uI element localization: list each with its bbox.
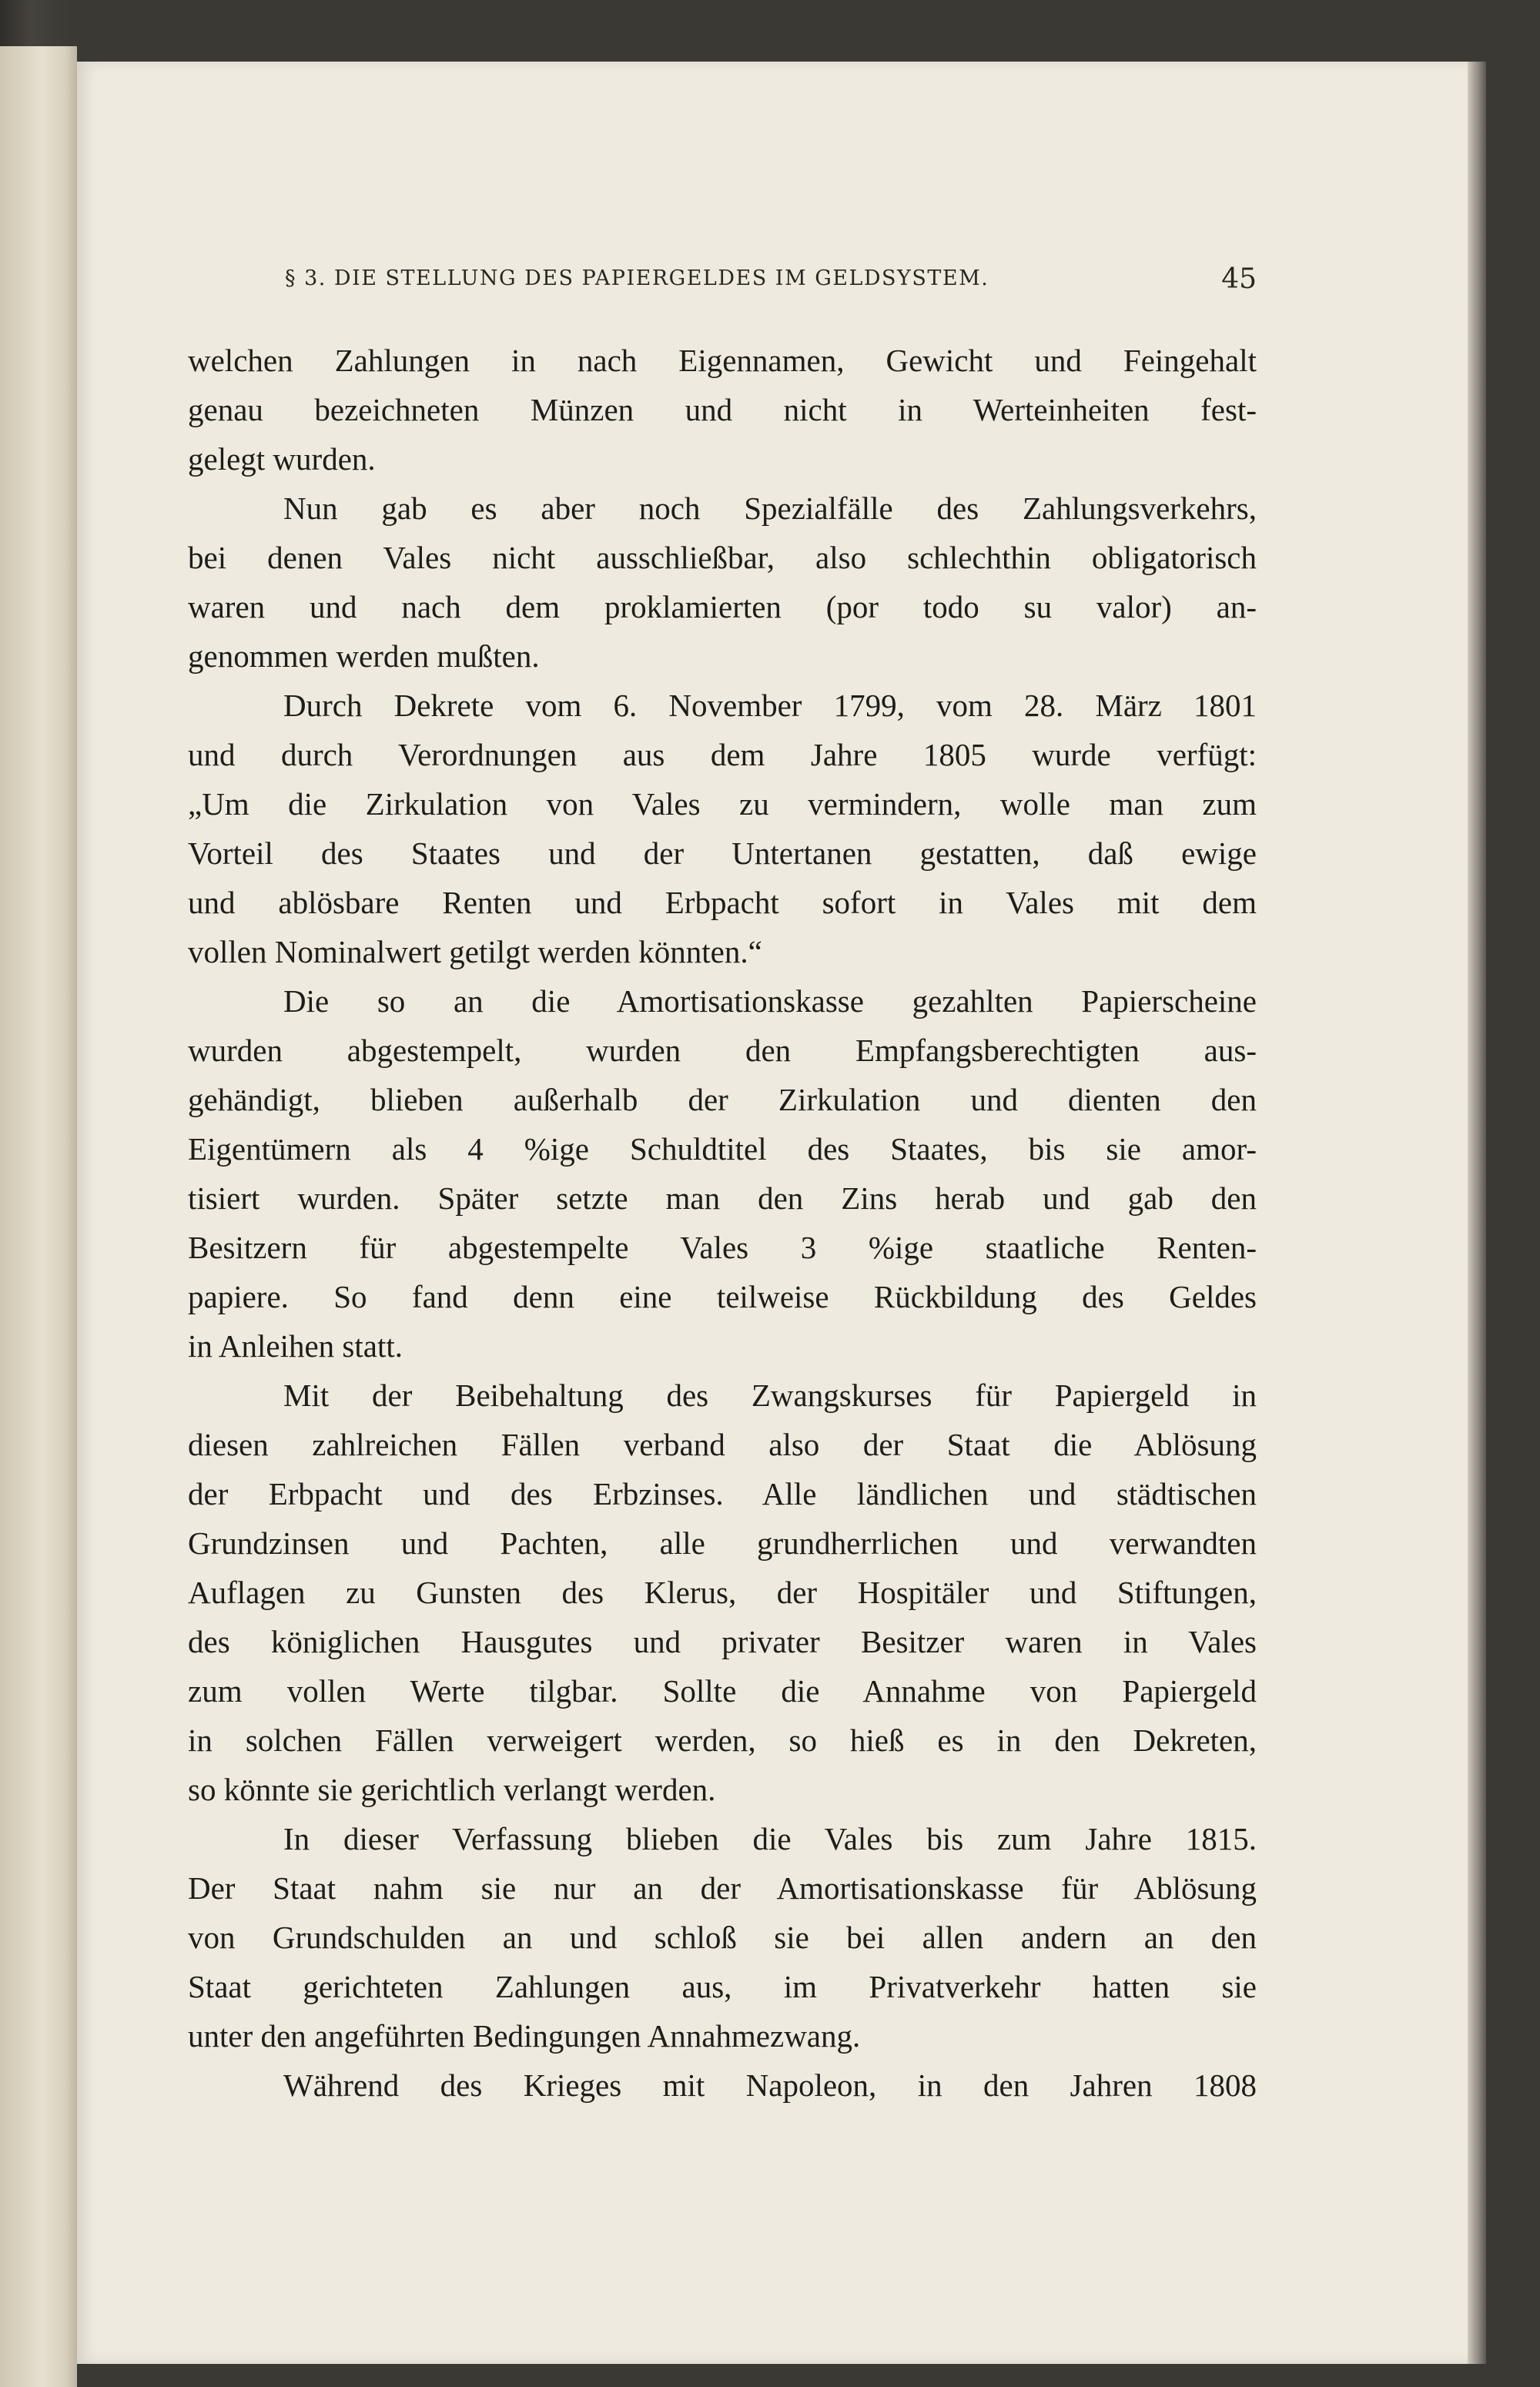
- running-head: § 3. DIE STELLUNG DES PAPIERGELDES IM GELDSYSTEM.: [285, 266, 989, 290]
- text-line: Auflagen zu Gunsten des Klerus, der Hospitäler und Stiftungen,: [188, 1575, 1257, 1610]
- text-line: genau bezeichneten Münzen und nicht in Werteinheiten fest-: [188, 392, 1257, 427]
- text-line: wurden abgestempelt, wurden den Empfangsberechtigten aus-: [188, 1033, 1257, 1068]
- text-line: bei denen Vales nicht ausschließbar, also schlechthin obligatorisch: [188, 540, 1257, 575]
- text-line: tisiert wurden. Später setzte man den Zins herab und gab den: [188, 1180, 1257, 1216]
- text-line: „Um die Zirkulation von Vales zu vermindern, wolle man zum: [188, 786, 1257, 822]
- text-line: gehändigt, blieben außerhalb der Zirkulation und dienten den: [188, 1082, 1257, 1117]
- page-number: 45: [1221, 263, 1257, 295]
- text-line: Durch Dekrete vom 6. November 1799, vom 28. März 1801: [283, 688, 1257, 723]
- text-line: unter den angeführten Bedingungen Annahmezwang.: [188, 2018, 861, 2054]
- text-line: zum vollen Werte tilgbar. Sollte die Annahme von Papiergeld: [188, 1673, 1257, 1709]
- text-line: gelegt wurden.: [188, 441, 376, 477]
- text-line: genommen werden mußten.: [188, 638, 540, 674]
- text-line: Eigentümern als 4 %ige Schuldtitel des Staates, bis sie amor-: [188, 1131, 1257, 1167]
- text-line: in solchen Fällen verweigert werden, so hieß es in den Dekreten,: [188, 1722, 1257, 1758]
- text-line: Während des Krieges mit Napoleon, in den Jahren 1808: [283, 2067, 1257, 2103]
- text-line: von Grundschulden an und schloß sie bei allen andern an den: [188, 1920, 1257, 1955]
- text-line: papiere. So fand denn eine teilweise Rückbildung des Geldes: [188, 1279, 1257, 1314]
- text-line: Die so an die Amortisationskasse gezahlten Papierscheine: [283, 983, 1257, 1019]
- text-line: der Erbpacht und des Erbzinses. Alle ländlichen und städtischen: [188, 1476, 1257, 1512]
- text-line: Staat gerichteten Zahlungen aus, im Privatverkehr hatten sie: [188, 1969, 1257, 2004]
- page-stack-edge: [1468, 62, 1486, 2364]
- text-line: In dieser Verfassung blieben die Vales bis zum Jahre 1815.: [283, 1821, 1257, 1856]
- text-line: Besitzern für abgestempelte Vales 3 %ige staatliche Renten-: [188, 1230, 1257, 1265]
- text-line: des königlichen Hausgutes und privater Besitzer waren in Vales: [188, 1624, 1257, 1659]
- text-line: Mit der Beibehaltung des Zwangskurses für Papiergeld in: [283, 1378, 1257, 1413]
- text-line: vollen Nominalwert getilgt werden könnten.“: [188, 934, 762, 969]
- text-line: Nun gab es aber noch Spezialfälle des Zahlungsverkehrs,: [283, 490, 1257, 526]
- text-line: Grundzinsen und Pachten, alle grundherrlichen und verwandten: [188, 1525, 1257, 1561]
- text-line: Vorteil des Staates und der Untertanen gestatten, daß ewige: [188, 835, 1257, 871]
- text-line: waren und nach dem proklamierten (por todo su valor) an-: [188, 589, 1257, 624]
- text-line: diesen zahlreichen Fällen verband also der Staat die Ablösung: [188, 1427, 1257, 1462]
- text-line: Der Staat nahm sie nur an der Amortisationskasse für Ablösung: [188, 1870, 1257, 1906]
- text-line: so könnte sie gerichtlich verlangt werden.: [188, 1772, 716, 1807]
- previous-page-edge: [0, 46, 77, 2387]
- text-line: und durch Verordnungen aus dem Jahre 1805 wurde verfügt:: [188, 737, 1257, 772]
- page-header: [285, 263, 1257, 302]
- body-text: [188, 336, 1257, 2110]
- text-line: und ablösbare Renten und Erbpacht sofort in Vales mit dem: [188, 885, 1257, 920]
- text-line: in Anleihen statt.: [188, 1328, 403, 1364]
- text-line: welchen Zahlungen in nach Eigennamen, Gewicht und Feingehalt: [188, 343, 1257, 378]
